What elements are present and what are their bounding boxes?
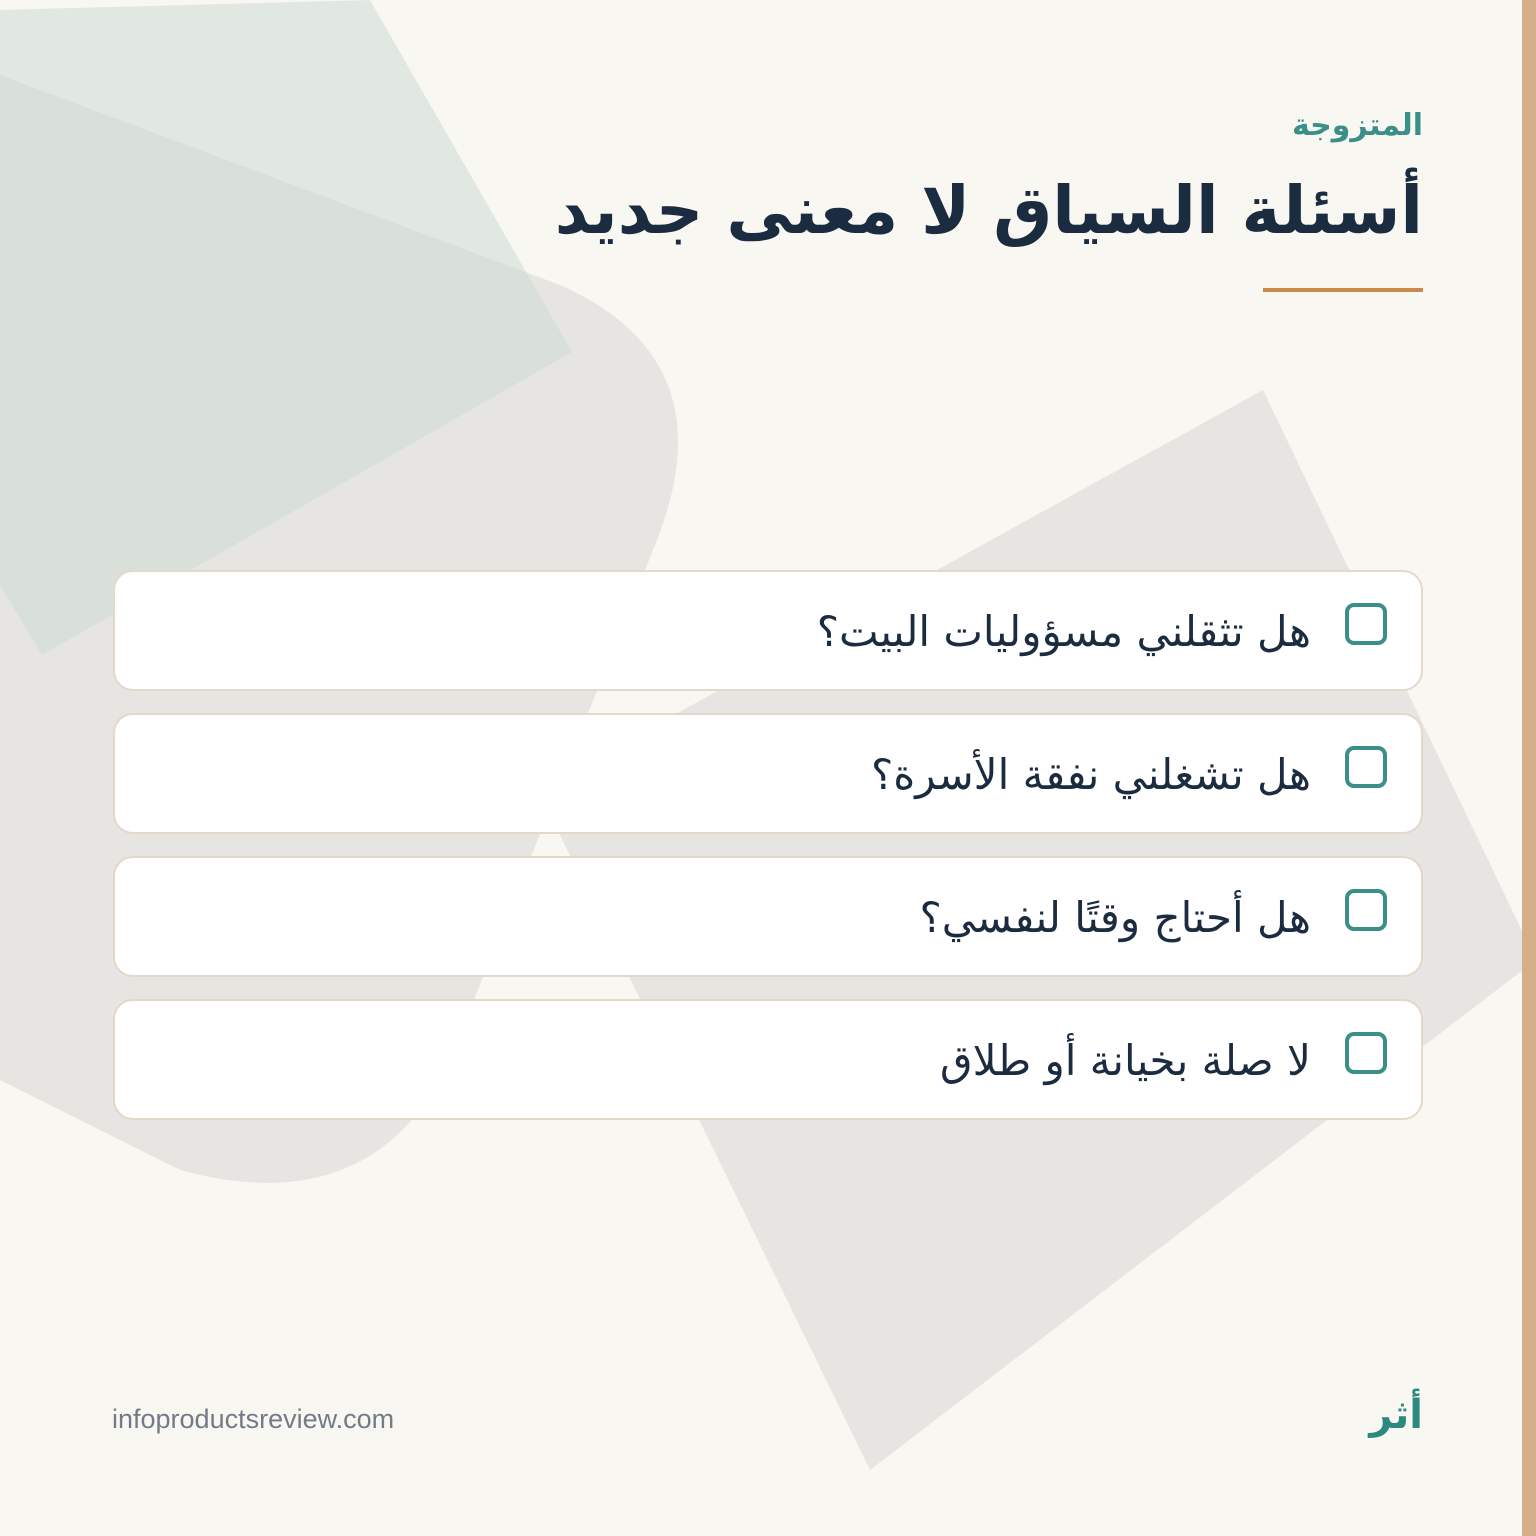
- footer-url[interactable]: infoproductsreview.com: [112, 1404, 395, 1434]
- checklist: [113, 570, 1423, 1142]
- checkbox[interactable]: [1345, 746, 1387, 788]
- checkbox[interactable]: [1345, 889, 1387, 931]
- checklist-item-label: هل تشغلني نفقة الأسرة؟: [871, 750, 1311, 799]
- page-title: أسئلة السياق لا معنى جديد: [554, 172, 1423, 249]
- checklist-item[interactable]: [113, 713, 1423, 834]
- checklist-item[interactable]: [113, 570, 1423, 691]
- checklist-item-label: لا صلة بخيانة أو طلاق: [940, 1036, 1311, 1085]
- edge-bar: [1522, 0, 1536, 1536]
- checklist-item[interactable]: [113, 999, 1423, 1120]
- checklist-item-label: هل أحتاج وقتًا لنفسي؟: [919, 893, 1311, 942]
- checklist-item-label: هل تثقلني مسؤوليات البيت؟: [816, 607, 1311, 656]
- brand-logo: أثر: [1369, 1392, 1423, 1438]
- checkbox[interactable]: [1345, 1032, 1387, 1074]
- checklist-item[interactable]: [113, 856, 1423, 977]
- checkbox[interactable]: [1345, 603, 1387, 645]
- eyebrow-label: المتزوجة: [1291, 108, 1423, 143]
- title-divider: [1263, 288, 1423, 292]
